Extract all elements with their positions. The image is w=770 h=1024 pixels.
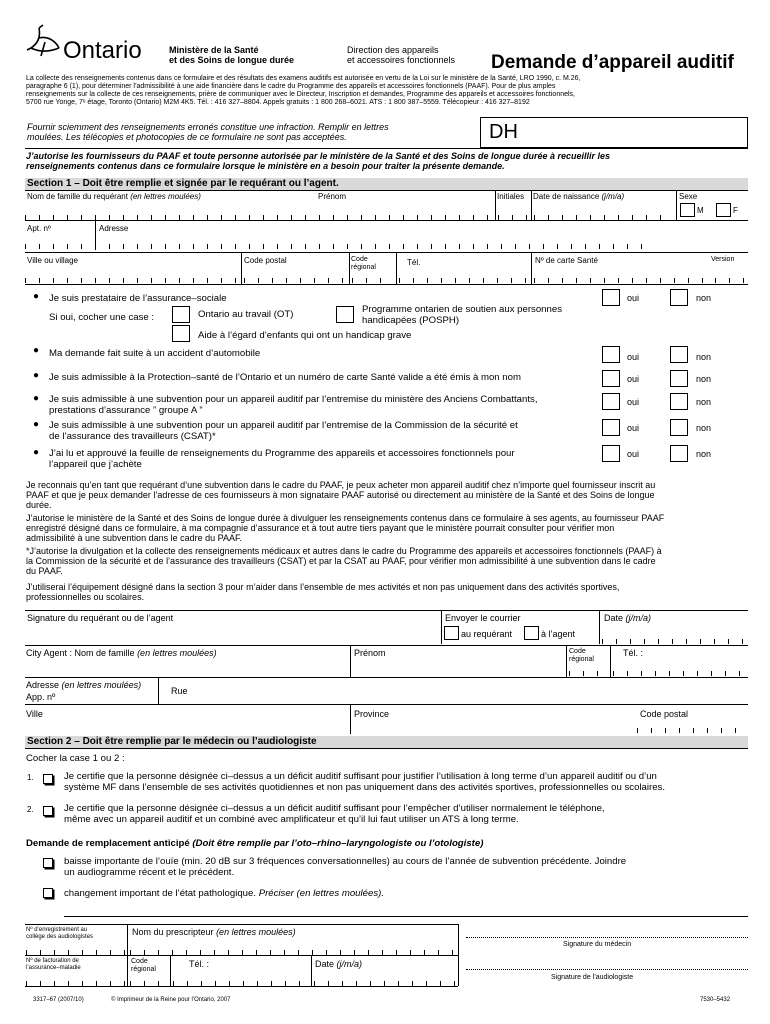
section1-header: Section 1 – Doit être remplie et signée par le requérant ou l’agent. bbox=[25, 178, 748, 190]
signature-label: Signature du requérant ou de l’agent bbox=[27, 613, 174, 623]
a-agent-label: à l’agent bbox=[541, 629, 576, 639]
logo-text: Ontario bbox=[63, 37, 142, 64]
bullet: ● bbox=[33, 370, 40, 381]
enregistrement-label: Nº d’enregistrement au collège des audiologistes bbox=[26, 927, 94, 940]
agent-rue-label: Rue bbox=[171, 686, 188, 696]
code-postal-label: Code postal bbox=[244, 256, 287, 265]
q4-text: Je suis admissible à une subvention pour un appareil auditif par l’entremise du ministère des Anciens Combattants, prestations d’assurance ” groupe A ” bbox=[49, 394, 538, 416]
posph-checkbox[interactable] bbox=[336, 306, 354, 323]
non-label: non bbox=[696, 374, 712, 384]
bullet: ● bbox=[33, 393, 40, 404]
direction-name: Direction des appareils et accessoires fonctionnels bbox=[347, 45, 456, 65]
prescripteur-tel-label: Tél. : bbox=[189, 959, 210, 969]
agent-adresse-label: Adresse (en lettres moulées) bbox=[26, 680, 142, 690]
ontario-logo bbox=[25, 22, 153, 62]
baisse-ouie-checkbox[interactable] bbox=[43, 858, 53, 868]
acknowledgement-text: Je reconnais qu’en tant que requérant d’une subvention dans le cadre du PAAF, je peux acheter mon appareil auditif chez n’importe quel fournisseur inscrit au PAAF et que je peux demander l’adresse de ces fournisseurs à mon signataire PAAF autorisé ou directement au ministère de la Santé et des Soins de longue durée. bbox=[26, 480, 656, 510]
signature-date-label: Date (j/m/a) bbox=[604, 613, 652, 623]
signature-medecin-line[interactable] bbox=[466, 937, 748, 938]
form-title: Demande d’appareil auditif bbox=[491, 52, 734, 73]
envoyer-label: Envoyer le courrier bbox=[445, 613, 521, 623]
bullet: ● bbox=[33, 447, 40, 458]
oui-label: oui bbox=[627, 293, 640, 303]
agent-code-regional-label: Code régional bbox=[569, 648, 594, 663]
stock-number: 7530–5432 bbox=[700, 997, 731, 1003]
nom-label: Nom de famille du requérant (en lettres moulées) bbox=[27, 192, 201, 201]
q2-oui-checkbox[interactable] bbox=[602, 346, 620, 363]
carte-sante-input[interactable] bbox=[534, 278, 704, 283]
tel-label: Tél. bbox=[407, 258, 421, 267]
dh-code: DH bbox=[489, 121, 518, 143]
q1-text: Je suis prestataire de l’assurance–sociale bbox=[49, 293, 227, 304]
facturation-label: Nº de facturation de l’assurance–maladie bbox=[26, 958, 81, 971]
date-naissance-label: Date de naissance (j/m/a) bbox=[533, 192, 625, 201]
q3-oui-checkbox[interactable] bbox=[602, 370, 620, 387]
usage-text: J’utiliserai l’équipement désigné dans la section 3 pour m’aider dans l’ensemble de mes activités et non pas uniquement dans des activités sportives, professionnelles ou scolaires. bbox=[26, 582, 620, 602]
agent-tel-label: Tél. : bbox=[623, 648, 644, 658]
preciser-line[interactable] bbox=[64, 916, 748, 917]
ville-label: Ville ou village bbox=[27, 256, 78, 265]
cert2-checkbox[interactable] bbox=[43, 806, 53, 816]
prenom-label: Prénom bbox=[318, 192, 347, 201]
non-label: non bbox=[696, 397, 712, 407]
a-agent-checkbox[interactable] bbox=[524, 626, 539, 640]
prescripteur-code-regional-label: Code régional bbox=[131, 958, 156, 973]
au-requerant-label: au requérant bbox=[461, 629, 513, 639]
cert2-text: Je certifie que la personne désignée ci–dessus a un déficit auditif suffisant pour l’empêcher d’utiliser normalement le téléphone, même avec un appareil auditif et un combiné avec amplificateur et qu’il lui faut utiliser un ATS à long terme. bbox=[64, 803, 605, 825]
q4-oui-checkbox[interactable] bbox=[602, 393, 620, 410]
csat-consent-text: *J’autorise la divulgation et la collecte des renseignements médicaux et autres dans le cadre du Programme des appareils et accessoires fonctionnels (PAAF) à la Commission de la sécurité et de l’assurance des travailleurs (CSAT) et par la CSAT au PAAF, pour vérifier mon admissibilité à une subvention dans le cadre du PAAF. bbox=[26, 546, 662, 576]
ot-checkbox[interactable] bbox=[172, 306, 190, 323]
ville-input[interactable] bbox=[25, 278, 239, 283]
cert1-checkbox[interactable] bbox=[43, 774, 53, 784]
section2-header: Section 2 – Doit être remplie par le médecin ou l’audiologiste bbox=[25, 736, 748, 748]
changement-etat-checkbox[interactable] bbox=[43, 888, 53, 898]
non-label: non bbox=[696, 449, 712, 459]
signature-date-input[interactable] bbox=[602, 639, 746, 644]
q5-oui-checkbox[interactable] bbox=[602, 419, 620, 436]
q6-text: J’ai lu et approuvé la feuille de renseignements du Programme des appareils et accessoires fonctionnels pour l’appareil que j’achète bbox=[49, 448, 515, 470]
sexe-f-label: F bbox=[733, 206, 738, 215]
agent-app-label: App. nº bbox=[26, 692, 56, 702]
cert1-number: 1. bbox=[27, 773, 34, 782]
q3-non-checkbox[interactable] bbox=[670, 370, 688, 387]
ministry-name: Ministère de la Santé et des Soins de longue durée bbox=[169, 45, 295, 65]
posph-label: Programme ontarien de soutien aux personnes handicapées (POSPH) bbox=[362, 304, 562, 326]
agent-code-regional-input[interactable] bbox=[569, 671, 609, 676]
disclosure-text: J’autorise le ministère de la Santé et des Soins de longue durée à divulguer les renseignements contenus dans ce formulaire à ses agents, au fournisseur PAAF enregistré désigné dans ce formulaire, à ma compagnie d’assurance et à tout autre tiers payant que le ministère pourrait consulter pour vérifier mon admissibilité à une subvention dans le cadre du PAAF. bbox=[26, 513, 665, 543]
bullet: ● bbox=[33, 419, 40, 430]
cert2-number: 2. bbox=[27, 805, 34, 814]
agent-code-postal-input[interactable] bbox=[637, 728, 737, 733]
agent-code-postal-label: Code postal bbox=[640, 709, 689, 719]
non-label: non bbox=[696, 423, 712, 433]
tel-input[interactable] bbox=[399, 278, 529, 283]
oui-label: oui bbox=[627, 449, 640, 459]
agent-province-label: Province bbox=[354, 709, 390, 719]
q4-non-checkbox[interactable] bbox=[670, 393, 688, 410]
version-input[interactable] bbox=[715, 278, 745, 283]
sexe-f-checkbox[interactable] bbox=[716, 203, 731, 217]
agent-tel-input[interactable] bbox=[613, 671, 746, 676]
q2-non-checkbox[interactable] bbox=[670, 346, 688, 363]
agent-ville-label: Ville bbox=[26, 709, 43, 719]
adresse-input[interactable] bbox=[25, 244, 645, 249]
apt-label: Apt. nº bbox=[27, 224, 51, 233]
signature-audiologiste-label: Signature de l’audiologiste bbox=[551, 974, 634, 981]
code-postal-input[interactable] bbox=[244, 278, 347, 283]
signature-medecin-label: Signature du médecin bbox=[563, 941, 632, 948]
oui-label: oui bbox=[627, 352, 640, 362]
aide-enfants-label: Aide à l’égard d’enfants qui ont un handicap grave bbox=[198, 330, 412, 341]
oui-label: oui bbox=[627, 423, 640, 433]
signature-audiologiste-line[interactable] bbox=[466, 969, 748, 970]
au-requerant-checkbox[interactable] bbox=[444, 626, 459, 640]
q6-non-checkbox[interactable] bbox=[670, 445, 688, 462]
bullet: ● bbox=[33, 291, 40, 302]
q5-text: Je suis admissible à une subvention pour un appareil auditif par l’entremise de la Commission de la sécurité et de l’assurance des travailleurs (CSAT)* bbox=[49, 420, 518, 442]
authorization-text: J’autorise les fournisseurs du PAAF et toute personne autorisée par le ministère de la Santé et des Soins de longue durée à recueillir les renseignements contenus dans ce formulaire lorsque le ministère en a besoin pour traiter la présente demande. bbox=[26, 151, 611, 171]
city-agent-label: City Agent : Nom de famille (en lettres moulées) bbox=[26, 648, 217, 658]
bullet: ● bbox=[33, 345, 40, 356]
q5-non-checkbox[interactable] bbox=[670, 419, 688, 436]
cert1-text: Je certifie que la personne désignée ci–dessus a un déficit auditif suffisant pour justifier l’utilisation à long terme d’un appareil auditif ou d’un système MF dans l’ensemble de ses activités quotidiennes et non pas uniquement dans des activités sportives, professionnelles ou scolaires. bbox=[64, 771, 665, 793]
prescripteur-label: Nom du prescripteur (en lettres moulées) bbox=[132, 927, 296, 937]
cocher-instruction: Cocher la case 1 ou 2 : bbox=[26, 753, 125, 764]
aide-enfants-checkbox[interactable] bbox=[172, 325, 190, 342]
agent-prenom-label: Prénom bbox=[354, 648, 386, 658]
remplacement-heading: Demande de remplacement anticipé (Doit être remplie par l’oto–rhino–laryngologiste ou l’otologiste) bbox=[26, 838, 484, 849]
baisse-ouie-text: baisse importante de l’ouïe (min. 20 dB sur 3 fréquences conversationnelles) au cours de l’année de subvention précédente. Joindre un audiogramme récent et le précédent. bbox=[64, 856, 627, 878]
dh-code-box bbox=[480, 117, 748, 148]
q1-non-checkbox[interactable] bbox=[670, 289, 688, 306]
ot-label: Ontario au travail (OT) bbox=[198, 309, 294, 320]
non-label: non bbox=[696, 352, 712, 362]
changement-etat-text: changement important de l’état pathologique. Préciser (en lettres moulées). bbox=[64, 888, 384, 899]
non-label: non bbox=[696, 293, 712, 303]
q1-oui-checkbox[interactable] bbox=[602, 289, 620, 306]
form-number: 3317–67 (2007/10) bbox=[33, 997, 84, 1003]
adresse-label: Adresse bbox=[99, 224, 129, 233]
q3-text: Je suis admissible à la Protection–santé de l’Ontario et un numéro de carte Santé valide a été émis à mon nom bbox=[49, 372, 521, 383]
version-label: Version bbox=[711, 256, 735, 263]
initiales-label: Initiales bbox=[497, 192, 525, 201]
sexe-label: Sexe bbox=[679, 192, 698, 201]
sexe-m-label: M bbox=[697, 206, 704, 215]
code-regional-label: Code régional bbox=[351, 256, 376, 271]
code-regional-input[interactable] bbox=[352, 278, 394, 283]
q1-sub-text: Si oui, cocher une case : bbox=[49, 312, 155, 323]
collection-notice: La collecte des renseignements contenus dans ce formulaire et des résultats des examens auditifs est autorisée en vertu de la Loi sur le ministère de la Santé, LRO 1990, c. M.26, paragraphe 6 (1), pour déterminer l’admissibilité à une aide financière dans le cadre du Programme des appareils et accessoires fonctionnels (PAAF). Pour de plus amples renseignements sur la collecte de ces renseignements, prière de communiquer avec le Directeur, Inscription et demandes, Programme des appareils et accessoires fonctionnels, 5700 rue Yonge, 7ᵉ étage, Toronto (Ontario) M2M 4K5. Tél. : 416 327–8804. Appels gratuits : 1 800 268–6021. ATS : 1 800 387–5559. Télécopieur : 416 327–8192 bbox=[26, 75, 581, 106]
copyright: © Imprimeur de la Reine pour l’Ontario, 2007 bbox=[111, 997, 231, 1003]
prescripteur-date-label: Date (j/m/a) bbox=[315, 959, 363, 969]
warning-text: Fournir sciemment des renseignements erronés constitue une infraction. Remplir en lettres moulées. Les télécopies et photocopies de ce formulaire ne sont pas acceptées. bbox=[27, 122, 389, 142]
oui-label: oui bbox=[627, 397, 640, 407]
q6-oui-checkbox[interactable] bbox=[602, 445, 620, 462]
carte-sante-label: Nº de carte Santé bbox=[535, 256, 598, 265]
sexe-m-checkbox[interactable] bbox=[680, 203, 695, 217]
oui-label: oui bbox=[627, 374, 640, 384]
q2-text: Ma demande fait suite à un accident d’automobile bbox=[49, 348, 261, 359]
